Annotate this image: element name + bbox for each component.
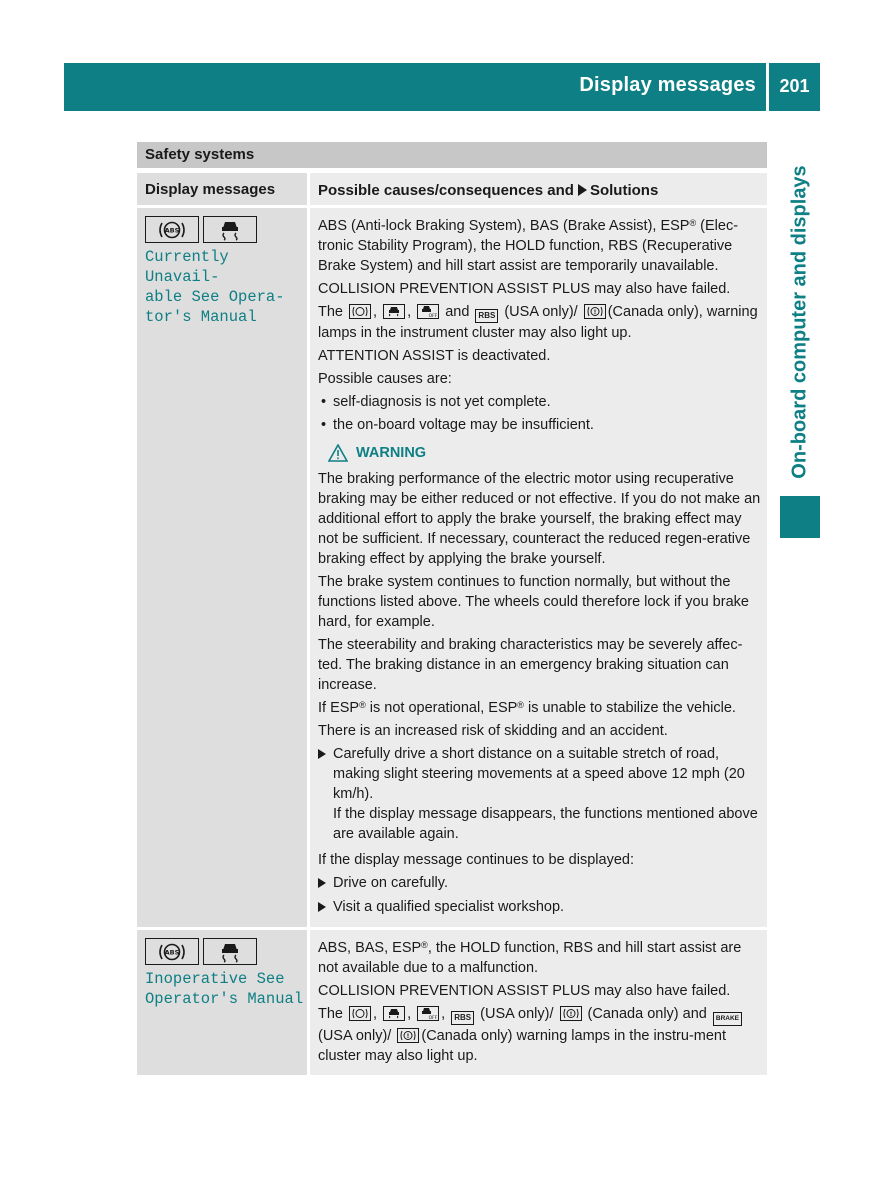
abs-icon — [349, 304, 371, 319]
instruction-result: If the display message disappears, the functions mentioned above are available again. — [333, 806, 758, 842]
arrow-icon — [318, 902, 326, 912]
arrow-icon — [318, 749, 326, 759]
paragraph: If the display message continues to be displayed: — [318, 852, 634, 868]
brake-warning-icon — [397, 1028, 419, 1043]
paragraph: COLLISION PREVENTION ASSIST PLUS may also have failed. — [318, 281, 731, 297]
svg-text:ABS: ABS — [164, 226, 180, 234]
paragraph: The braking performance of the electric motor using recuperative braking may be either reduced or not effective. If you do not make an additional effort to apply the brake yourself, the braking effect may not be sufficient. If necessary, counteract the reduced regen-erative braking effect by applying the brake yourself. — [318, 471, 761, 567]
message-icons — [145, 938, 307, 965]
text-span: and — [445, 304, 470, 320]
abs-icon — [145, 938, 199, 965]
esp-skid-icon — [203, 216, 257, 243]
paragraph: COLLISION PREVENTION ASSIST PLUS may also have failed. — [318, 983, 731, 999]
text-span: (Canada only), warning lamps in the instrument cluster may also light up. — [318, 304, 758, 341]
warning-triangle-icon — [328, 444, 348, 462]
svg-text:!: ! — [569, 1011, 572, 1018]
rbs-icon: RBS — [475, 309, 498, 323]
abs-icon — [145, 216, 199, 243]
paragraph: The , , OFF and RBS (USA only)/ ! (Canada only), warning lamps in the instrument cluster may also light up. — [318, 304, 758, 341]
registered-mark: ® — [517, 700, 524, 710]
registered-mark: ® — [689, 218, 697, 228]
esp-off-icon — [417, 304, 439, 319]
text-span: ABS, BAS, ESP — [318, 940, 422, 956]
paragraph: The , , OFF , RBS (USA only)/ ! (Canada only) and BRAKE(USA only)/ ! (Canada only) warning lamps in the instru-ment cluster may also light up. — [318, 1004, 761, 1066]
svg-text:OFF: OFF — [428, 314, 438, 318]
instruction-step — [318, 744, 761, 844]
text-span: is not operational, ESP — [365, 700, 518, 716]
display-message-text: Inoperative See Operator's Manual — [145, 970, 304, 1008]
svg-text:!: ! — [593, 309, 597, 316]
text-span: ABS (Anti-lock Braking System), BAS (Brake Assist), ESP — [318, 218, 690, 234]
arrow-icon — [578, 184, 587, 196]
header-title: Display messages — [579, 74, 756, 96]
column-headers — [137, 173, 767, 205]
paragraph: The brake system continues to function normally, but without the functions listed above. The wheels could therefore lock if you brake hard, for example. — [318, 574, 749, 630]
side-tab-label: On-board computer and displays — [788, 165, 811, 479]
text-span: (USA only)/ — [318, 1028, 392, 1044]
table-row — [137, 930, 767, 1075]
column-header-display: Display messages — [137, 173, 307, 205]
table-row — [137, 208, 767, 927]
column-header-causes-text: Possible causes/consequences and — [318, 182, 574, 199]
instruction-step — [318, 897, 761, 917]
page-header — [64, 63, 820, 111]
esp-off-icon — [417, 1006, 439, 1021]
display-message-cell — [137, 930, 307, 1075]
side-tab — [780, 152, 820, 492]
paragraph — [318, 938, 761, 978]
abs-icon — [349, 1006, 371, 1021]
side-tab-marker — [780, 496, 820, 538]
instruction-text: Visit a qualified specialist workshop. — [333, 899, 565, 915]
causes-cell — [310, 208, 767, 927]
page-number: 201 — [779, 76, 810, 96]
text-span: (USA only)/ — [480, 1006, 554, 1022]
text-span: (Canada only) warning lamps in the instru-ment cluster may also light up. — [318, 1028, 727, 1064]
svg-text:!: ! — [407, 1033, 410, 1040]
brake-icon: BRAKE — [713, 1012, 742, 1026]
paragraph: The steerability and braking characteristics may be severely affec-ted. The braking distance in an emergency braking situation can increase. — [318, 637, 743, 693]
text-span: If ESP — [318, 700, 360, 716]
causes-cell — [310, 930, 767, 1075]
instruction-text: Carefully drive a short distance on a suitable stretch of road, making slight steering movements at a speed above 12 mph (20 km/h). — [333, 746, 745, 802]
section-title: Safety systems — [137, 142, 767, 168]
text-span: The — [318, 304, 343, 320]
registered-mark: ® — [359, 700, 366, 710]
esp-skid-icon — [203, 938, 257, 965]
text-span: , the HOLD function, RBS and hill start assist are not available due to a malfunction. — [318, 940, 742, 976]
warning-label: WARNING — [356, 445, 427, 461]
rbs-icon: RBS — [451, 1011, 474, 1025]
instruction-step — [318, 873, 761, 893]
paragraph — [318, 216, 761, 276]
instruction-text: Drive on carefully. — [333, 875, 448, 891]
registered-mark: ® — [421, 940, 428, 950]
paragraph — [318, 698, 761, 718]
list-item: • self-diagnosis is not yet complete. — [318, 392, 761, 412]
esp-skid-icon — [383, 304, 405, 319]
arrow-icon — [318, 878, 326, 888]
svg-text:OFF: OFF — [428, 1016, 438, 1020]
esp-skid-icon — [383, 1006, 405, 1021]
message-icons — [145, 216, 307, 243]
paragraph: There is an increased risk of skidding and an accident. — [318, 723, 668, 739]
list-item: • the on-board voltage may be insufficient. — [318, 415, 761, 435]
paragraph: Possible causes are: — [318, 371, 452, 387]
safety-systems-table — [137, 142, 767, 1075]
brake-warning-icon — [560, 1006, 582, 1021]
text-span: (Elec-tronic Stability Program), the HOLD function, RBS (Recuperative Brake System) and hill start assist are temporarily unavailable. — [318, 218, 739, 274]
paragraph: ATTENTION ASSIST is deactivated. — [318, 348, 551, 364]
text-span: is unable to stabilize the vehicle. — [523, 700, 736, 716]
svg-text:ABS: ABS — [164, 948, 180, 956]
display-message-text: Currently Unavail- able See Opera- tor's Manual — [145, 248, 285, 326]
column-header-solutions-text: Solutions — [589, 182, 659, 199]
warning-heading — [318, 443, 761, 463]
brake-warning-icon — [584, 304, 606, 319]
column-header-causes — [310, 173, 767, 205]
text-span: (Canada only) and — [587, 1006, 707, 1022]
text-span: The — [318, 1006, 343, 1022]
display-message-cell — [137, 208, 307, 927]
text-span: (USA only)/ — [504, 304, 578, 320]
